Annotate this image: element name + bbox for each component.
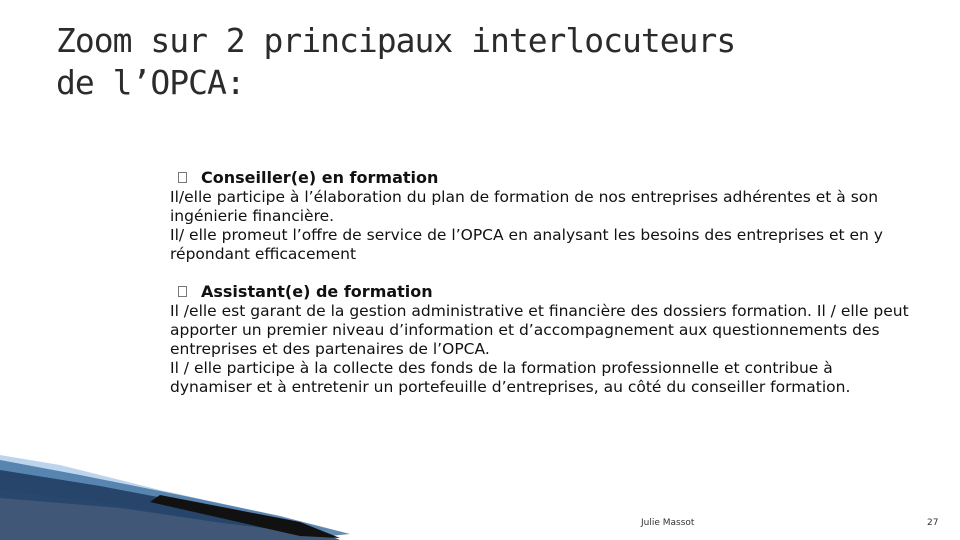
section-heading bbox=[178, 168, 910, 187]
paragraph: Il/ elle promeut l’offre de service de l’OPCA en analysant les besoins des entreprises et en y répondant efficacement bbox=[170, 226, 883, 263]
paragraph: Il/elle participe à l’élaboration du plan de formation de nos entreprises adhérentes et à son ingénierie financière. bbox=[170, 188, 879, 225]
decorative-swoosh bbox=[0, 450, 960, 540]
section-conseiller bbox=[170, 168, 910, 264]
page-number: 27 bbox=[927, 518, 939, 528]
section-heading-text: Conseiller(e) en formation bbox=[201, 168, 439, 187]
checkbox-bullet-icon bbox=[178, 172, 187, 183]
footer-author: Julie Massot bbox=[641, 518, 695, 528]
title-line-1: Zoom sur 2 principaux interlocuteurs bbox=[56, 21, 736, 60]
section-heading-text: Assistant(e) de formation bbox=[201, 282, 433, 301]
title-line-2: de l’OPCA: bbox=[56, 63, 245, 102]
paragraph: Il / elle participe à la collecte des fonds de la formation professionnelle et contribue à dynamiser et à entretenir un portefeuille d’entreprises, au côté du conseiller formation. bbox=[170, 359, 851, 396]
section-assistant bbox=[170, 282, 910, 397]
page-title bbox=[56, 20, 916, 104]
checkbox-bullet-icon bbox=[178, 286, 187, 297]
content-body bbox=[170, 168, 910, 415]
paragraph: Il /elle est garant de la gestion administrative et financière des dossiers formation. Il / elle peut apporter un premier niveau d’information et d’accompagnement aux questionnements des entreprises et des partenaires de l’OPCA. bbox=[170, 302, 909, 358]
section-heading bbox=[178, 282, 910, 301]
